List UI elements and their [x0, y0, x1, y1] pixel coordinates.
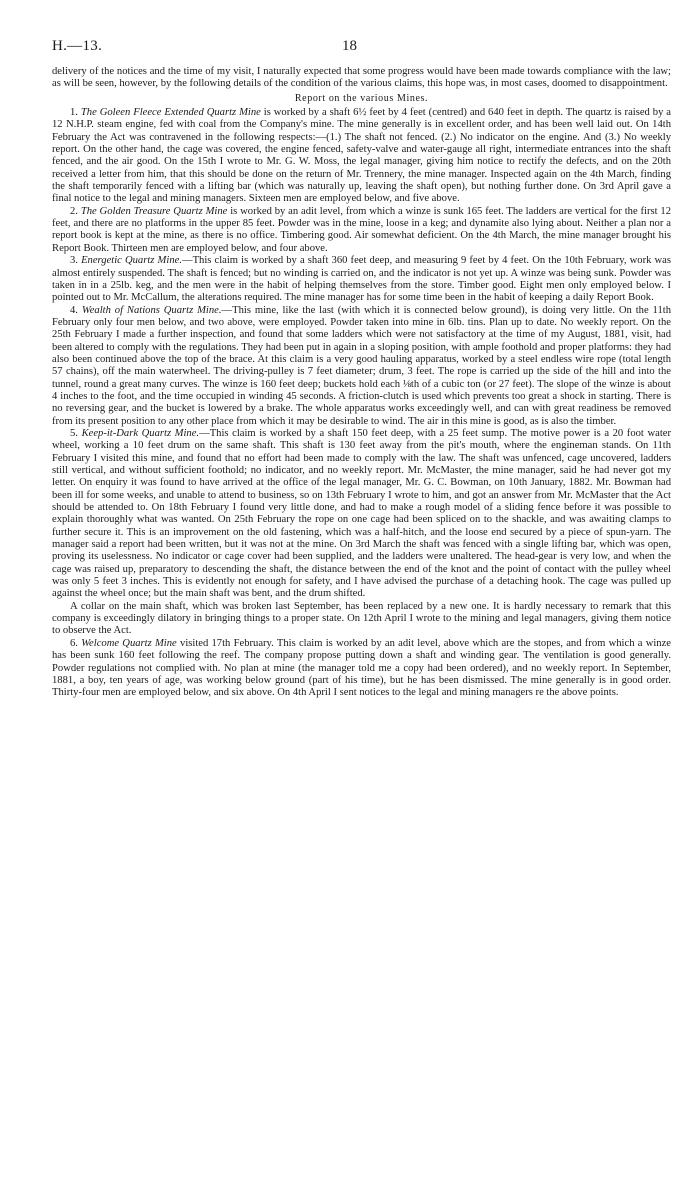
- page-number: 18: [342, 38, 357, 54]
- paragraph-text: is worked by an adit level, from which a winze is sunk 165 feet. The ladders are vertical for the first 12 feet, and there are no platforms in the upper 85 feet. Powder was in the mine, loose in a keg; and dynamite also lying about. Neither a plan nor a report book is kept at the mine, as there is no office. Timbering good. Air somewhat deficient. On the 4th March, the mine manager brought his Report Book. Thirteen men are employed below, and four above.: [52, 205, 671, 254]
- mine-paragraph-2: [52, 206, 671, 255]
- mine-name: The Goleen Fleece Extended Quartz Mine: [80, 107, 261, 119]
- paragraph-number: 3.: [70, 255, 78, 267]
- mine-name: Energetic Quartz Mine.: [81, 255, 182, 267]
- paragraph-number: 4.: [70, 304, 78, 316]
- paragraph-text: A collar on the main shaft, which was broken last September, has been replaced by a new one. It is hardly necessary to remark that this company is exceedingly dilatory in bringing things to a proper state. On 12th April I wrote to the mining and legal managers, giving them notice to observe the Act.: [52, 600, 671, 637]
- paragraph-number: 1.: [70, 107, 78, 119]
- mine-name: Wealth of Nations Quartz Mine.: [81, 304, 222, 316]
- paragraph-text: is worked by a shaft 6½ feet by 4 feet (centred) and 640 feet in depth. The quartz is raised by a 12 N.H.P. steam engine, fed with coal from the Company's mine. The mine generally is in excellent order, and has been well laid out. On 14th February the Act was contravened in the following respects:—(1.) The shaft not fenced. (2.) No indicator on the engine. And (3.) No weekly report. On the other hand, the cage was covered, the engine fenced, safety-valve and water-gauge all right, intermediate entrances into the shaft fenced, and the air good. On the 15th I wrote to Mr. G. W. Moss, the legal manager, giving him notice to rectify the defects, and on the 20th received a letter from him, that this should be done on the return of Mr. Trennery, the mine manager. Inspected again on the 4th March, finding the shaft temporarily fenced with a lifting bar (which was naturally up, leaving the shaft open), but nothing further done. On 3rd April gave a final notice to the legal and mining managers. Sixteen men are employed below, and five above.: [52, 107, 672, 205]
- mine-name: Keep-it-Dark Quartz Mine.: [81, 427, 200, 439]
- paragraph-text: —This mine, like the last (with which it is connected below ground), is doing very little. On the 11th February only four men below, and two above, were employed. Powder taken into mine in 6lb. tins. Plan up to date. No weekly report. On the 25th February I made a further inspection, and found that some ladders which were not satisfactory at the time of my August, 1881, visit, had been altered to comply with the regulations. They had been put in again in a sloping position, with ample foothold and proper platforms: they had also been continued above the top of the brace. At this claim is a very good hauling apparatus, worked by a steel endless wire rope (total length 57 chains), off the main waterwheel. The driving-pulley is 7 feet diameter; drum, 3 feet. The rope is carried up the side of the hill and into the tunnel, round a great many curves. The winze is 160 feet deep; buckets hold each ⅛th of a cubic ton (or 27 feet). The slope of the winze is about 4 inches to the foot, and the time occupied in winding 45 seconds. A friction-clutch is used which prevents too great a shock in starting. There is no reversing gear, and the bucket is lowered by a brake. The whole apparatus works exceedingly well, and can with great readiness be removed from its present position to any other place from which it may be desirable to wind. The air in this mine is good, as is also the timber.: [52, 304, 672, 427]
- paragraph-number: 5.: [70, 427, 78, 439]
- mine-paragraph-5: [52, 428, 671, 601]
- intro-paragraph: delivery of the notices and the time of my visit, I naturally expected that some progress would have been made towards compliance with the law; as will be seen, however, by the following details of the condition of the various claims, this hope was, in most cases, doomed to disappointment.: [52, 66, 671, 90]
- paragraph-text: —This claim is worked by a shaft 360 feet deep, and measuring 9 feet by 4 feet. On the 10th February, work was almost entirely suspended. The shaft is fenced; but no winding is carried on, and the indicator is not yet up. A winze was being sunk. Powder was taken in in a 25lb. keg, and the men were in the habit of helping themselves from the store. Timber good. Eight men only employed below. I pointed out to Mr. McCallum, the alterations required. The mine manager has for some time been in the habit of keeping a daily Report Book.: [52, 255, 671, 304]
- document-reference: H.—13.: [52, 38, 103, 54]
- mine-paragraph-3: [52, 255, 671, 304]
- section-heading: Report on the various Mines.: [294, 92, 429, 104]
- mine-name: Welcome Quartz Mine: [81, 637, 177, 649]
- mine-name: The Golden Treasure Quartz Mine: [80, 205, 228, 217]
- mine-paragraph-1: [52, 107, 671, 206]
- paragraph-text: —This claim is worked by a shaft 150 feet deep, with a 25 feet sump. The motive power is a 20 foot water wheel, working a 10 feet drum on the same shaft. This shaft is 130 feet away from the pit's mouth, where the engineman stands. On 11th February I visited this mine, and found that no effort had been made to comply with the law. The shaft was unfenced, cage uncovered, ladders still vertical, and without sufficient foothold; no indicator, and no weekly report. Mr. McMaster, the mine manager, said he had never got my letter. On enquiry it was found to have arrived at the office of the legal manager, Mr. G. C. Bowman, on 10th January, 1882. Mr. Bowman had been ill for some weeks, and unable to attend to business, so on 13th February I wrote to him, and got an answer from Mr. McMaster that the Act should be attended to. On 18th February I found very little done, and had to make a rough model of a sliding fence before it was possible to explain thoroughly what was wanted. On 25th February the rope on one cage had been spliced on to the shackle, and was awaiting clamps to further secure it. This is an improvement on the old fastening, which was a half-hitch, and the loose end secured by a piece of spun-yarn. The manager said a report had been written, but it was not at the mine. On 3rd March the shaft was fenced with a single lifting bar, which was open, proving its uselessness. No indicator or cage cover had been supplied, and the ladders were unaltered. The head-gear is very low, and when the cage was raised up, preparatory to descending the shaft, the distance between the end of the knot and the point of contact with the pulley wheel was only 5 feet 3 inches. This is evidently not enough for safety, and I have advised the purchase of a detaching hook. The cage was pulled up against the wheel once; but the main shaft was bent, and the drum shifted.: [52, 427, 671, 600]
- page-header: [52, 36, 671, 66]
- collar-paragraph: [52, 601, 671, 638]
- paragraph-text: visited 17th February. This claim is worked by an adit level, above which are the stopes, and from which a winze has been sunk 160 feet following the reef. The company propose putting down a shaft and winding gear. The ventilation is good generally. Powder regulations not complied with. No plan at mine (the manager told me a copy had been ordered), and no weekly report. In September, 1881, a boy, ten years of age, was working below ground (part of his time), but he has been dismissed. The mine generally is in good order. Thirty-four men are employed below, and six above. On 4th April I sent notices to the legal and mining managers re the above points.: [52, 637, 671, 699]
- paragraph-number: 2.: [70, 205, 78, 217]
- mine-paragraph-4: [52, 305, 671, 428]
- mine-paragraph-6: [52, 638, 671, 700]
- paragraph-number: 6.: [70, 637, 78, 649]
